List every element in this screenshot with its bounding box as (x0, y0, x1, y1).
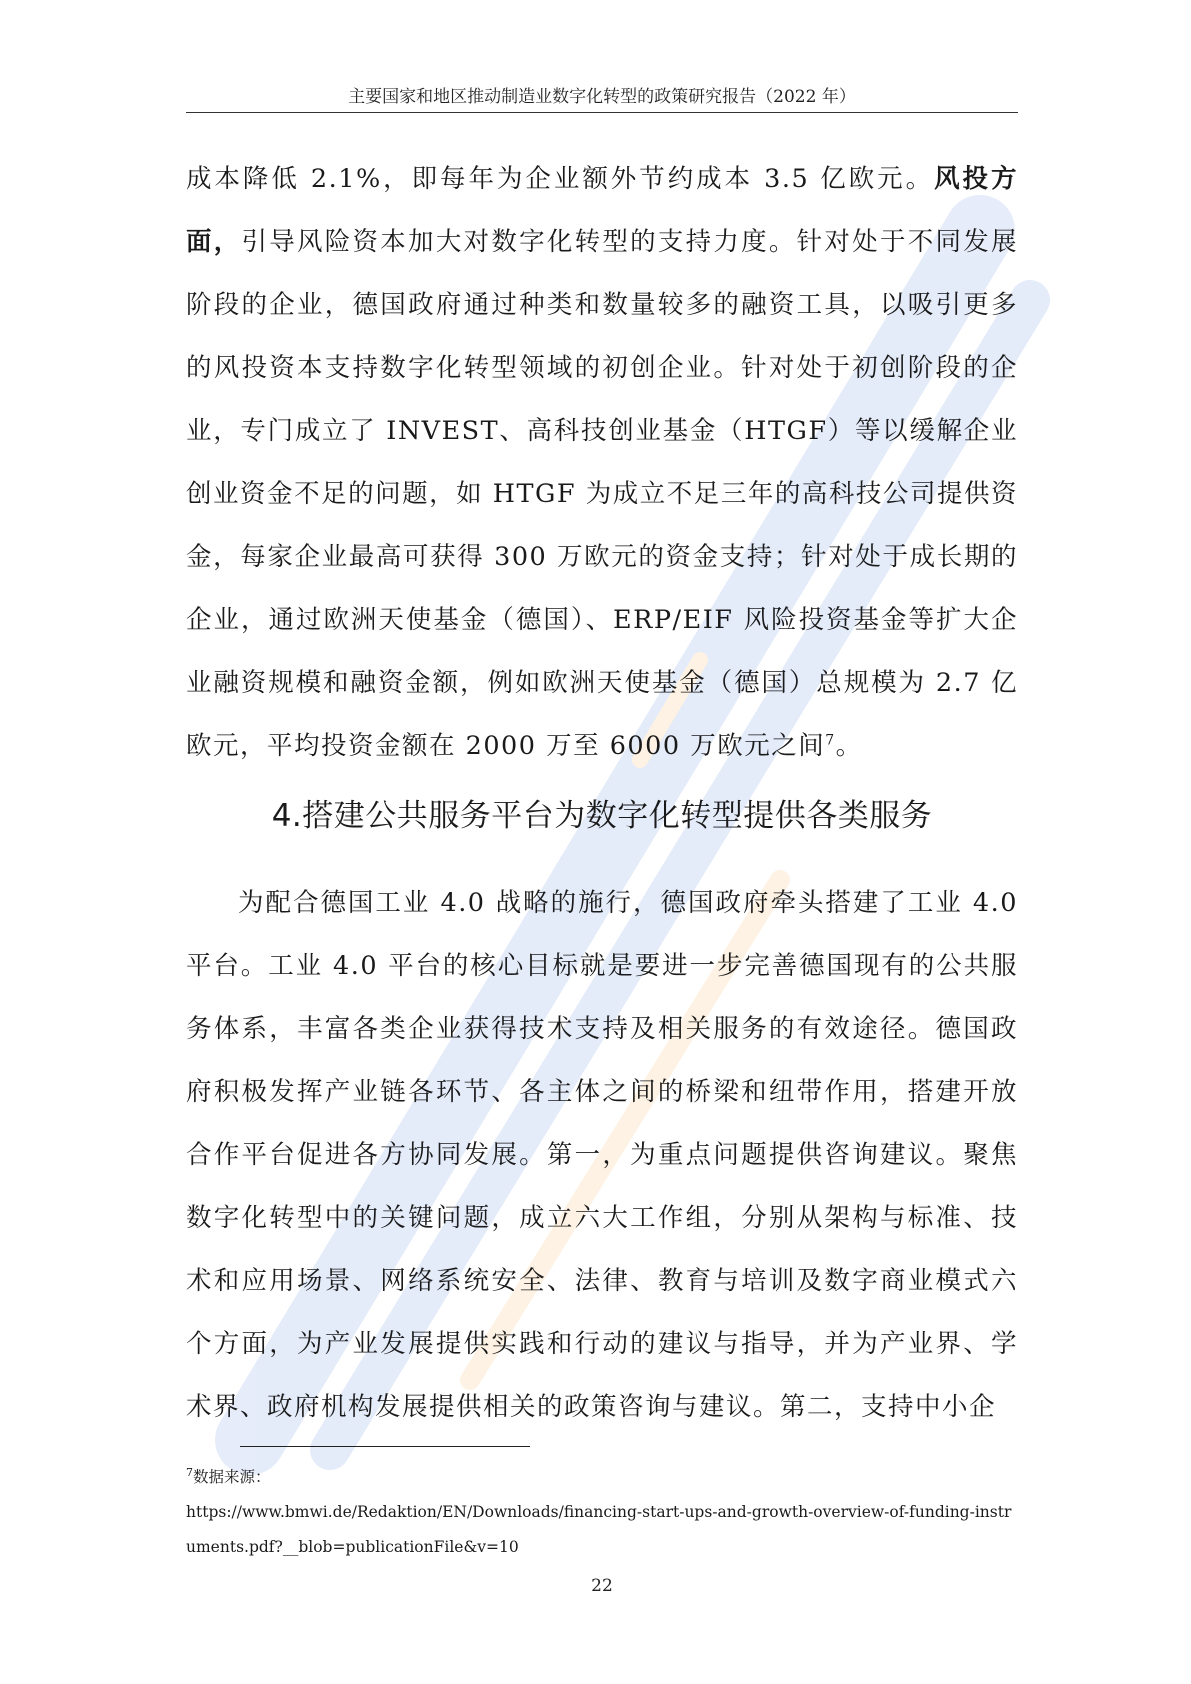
footnote-reference[interactable]: 7 (825, 732, 836, 749)
body-paragraph (186, 148, 1018, 778)
footnote (186, 1460, 1018, 1565)
page-number: 22 (591, 1576, 613, 1596)
footnote-number: 7 (186, 1465, 193, 1479)
paragraph-text: 引导风险资本加大对数字化转型的支持力度。针对处于不同发展阶段的企业，德国政府通过种类和数量较多的融资工具，以吸引更多的风投资本支持数字化转型领域的初创企业。针对处于初创阶段的企业，专门成立了 INVEST、高科技创业基金（HTGF）等以缓解企业创业资金不足的问题，如 HTGF 为成立不足三年的高科技公司提供资金，每家企业最高可获得 300 万欧元的资金支持；针对处于成长期的企业，通过欧洲天使基金（德国）、ERP/EIF 风险投资基金等扩大企业融资规模和融资金额，例如欧洲天使基金（德国）总规模为 2.7 亿欧元，平均投资金额在 2000 万至 6000 万欧元之间 (186, 227, 1018, 761)
footnote-label-line (186, 1460, 1018, 1495)
footnote-label: 数据来源： (193, 1468, 271, 1486)
footnote-url[interactable]: https://www.bmwi.de/Redaktion/EN/Downloads/financing-start-ups-and-growth-overview-of-funding-instruments.pdf?__blob=publicationFile&v=10 (186, 1503, 1012, 1556)
section-heading: 4.搭建公共服务平台为数字化转型提供各类服务 (271, 798, 933, 834)
paragraph-end: 。 (835, 731, 863, 761)
body-paragraph: 为配合德国工业 4.0 战略的施行，德国政府牵头搭建了工业 4.0 平台。工业 4.0 平台的核心目标就是要进一步完善德国现有的公共服务体系，丰富各类企业获得技术支持及相关服务的有效途径。德国政府积极发挥产业链各环节、各主体之间的桥梁和纽带作用，搭建开放合作平台促进各方协同发展。第一，为重点问题提供咨询建议。聚焦数字化转型中的关键问题，成立六大工作组，分别从架构与标准、技术和应用场景、网络系统安全、法律、教育与培训及数字商业模式六个方面，为产业发展提供实践和行动的建议与指导，并为产业界、学术界、政府机构发展提供相关的政策咨询与建议。第二，支持中小企 (186, 888, 1018, 1422)
header-divider (186, 112, 1018, 113)
running-header: 主要国家和地区推动制造业数字化转型的政策研究报告（2022 年） (348, 87, 856, 107)
paragraph-text: 成本降低 2.1%，即每年为企业额外节约成本 3.5 亿欧元。 (186, 164, 935, 194)
footnote-divider (240, 1446, 530, 1447)
bold-lead-in: 风投方面， (186, 164, 1018, 257)
